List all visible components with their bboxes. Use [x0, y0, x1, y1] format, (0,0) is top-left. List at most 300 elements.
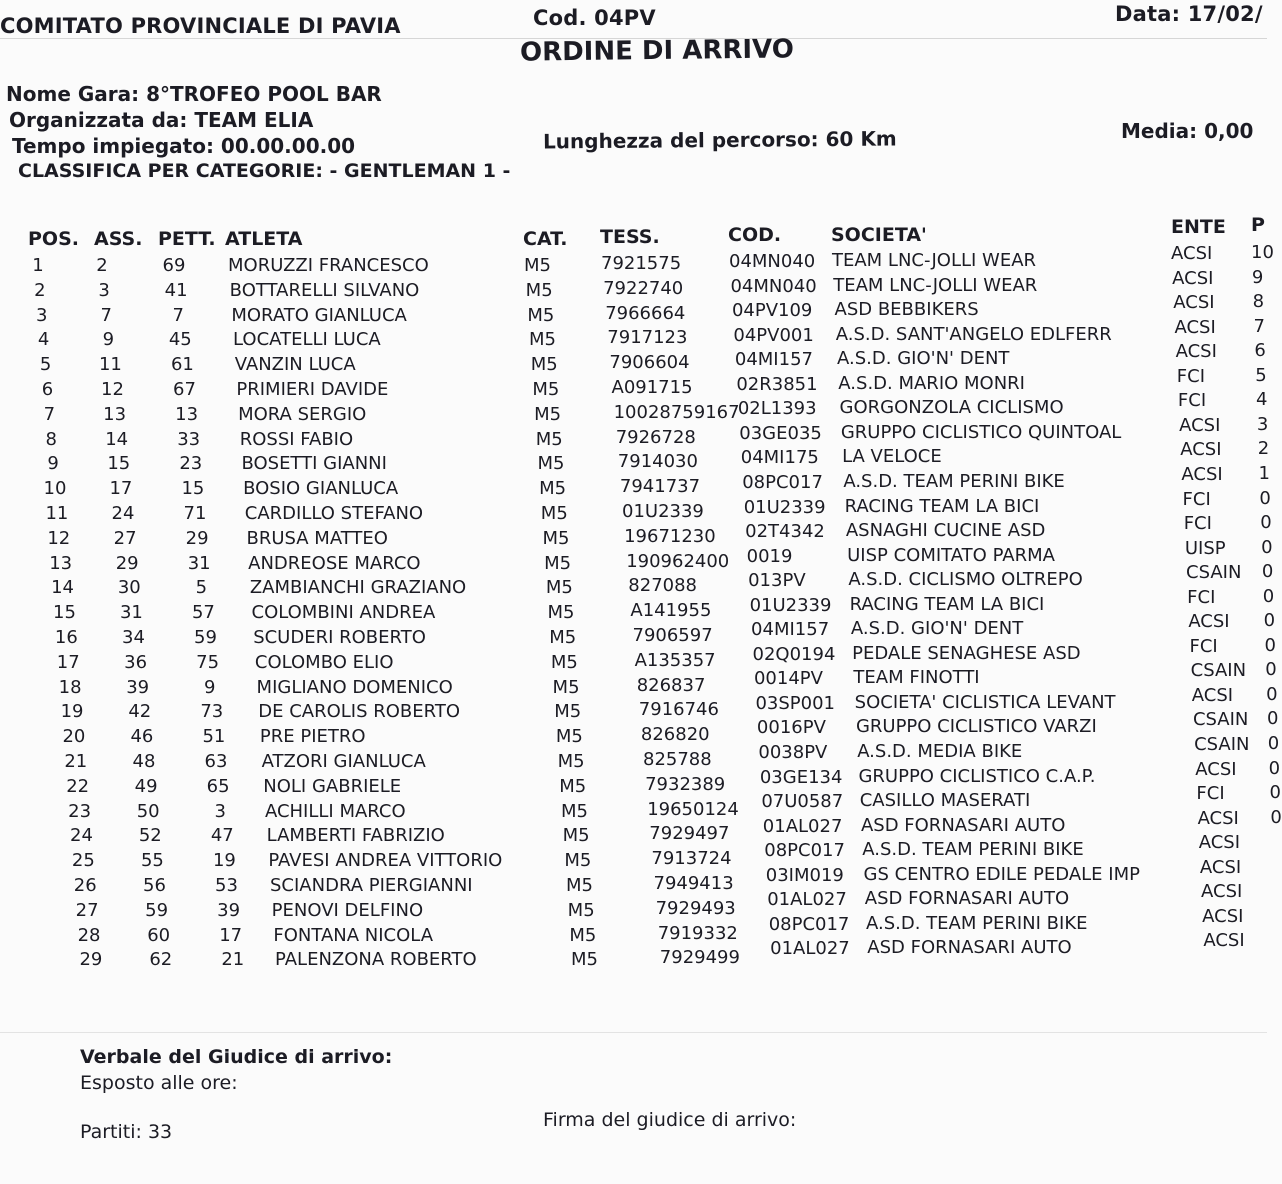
time-taken: Tempo impiegato: 00.00.00.00: [12, 134, 356, 158]
cat-cell: M5: [571, 949, 599, 971]
tess-cell: 826837: [636, 674, 706, 696]
society-cell: PEDALE SENAGHESE ASD: [852, 642, 1081, 664]
pos-cell: 18: [58, 676, 82, 698]
cat-cell: M5: [534, 403, 562, 425]
tess-cell: 7906597: [632, 625, 713, 646]
ente-cell: ACSI: [1202, 905, 1244, 927]
footer-divider: [0, 1032, 1267, 1033]
points-cell: 8: [1252, 291, 1265, 313]
society-cell: GORGONZOLA CICLISMO: [839, 397, 1064, 419]
cat-cell: M5: [537, 453, 565, 475]
course-length: Lunghezza del percorso: 60 Km: [542, 126, 897, 154]
tess-cell: 190962400: [626, 550, 730, 572]
pos-cell: 4: [37, 329, 50, 351]
athlete-cell: PRE PIETRO: [259, 726, 366, 748]
points-cell: 0: [1261, 561, 1274, 583]
cod-cell: 02R3851: [736, 373, 818, 395]
ass-cell: 46: [130, 726, 154, 748]
points-cell: 0: [1263, 610, 1276, 632]
ass-cell: 27: [113, 527, 137, 549]
ass-cell: 39: [126, 676, 150, 698]
partiti-count: Partiti: 33: [80, 1121, 173, 1143]
ente-cell: ACSI: [1198, 832, 1241, 854]
ente-cell: ACSI: [1203, 930, 1245, 952]
society-cell: A.S.D. TEAM PERINI BIKE: [866, 912, 1088, 934]
ass-cell: 24: [111, 503, 135, 524]
cod-cell: 02Q0194: [752, 643, 836, 665]
ass-cell: 31: [119, 602, 143, 624]
points-cell: 0: [1260, 512, 1272, 534]
ente-cell: ACSI: [1174, 316, 1216, 338]
athlete-cell: MORATO GIANLUCA: [231, 304, 407, 326]
committee-name: COMITATO PROVINCIALE DI PAVIA: [0, 14, 401, 38]
tess-cell: 01U2339: [622, 501, 704, 522]
pett-cell: 29: [185, 527, 209, 549]
cat-cell: M5: [552, 676, 580, 698]
pett-cell: 9: [203, 676, 216, 698]
pett-cell: 63: [204, 751, 228, 772]
cod-cell: 01AL027: [767, 889, 847, 911]
athlete-cell: BOSIO GIANLUCA: [243, 478, 399, 500]
athlete-cell: LAMBERTI FABRIZIO: [266, 825, 445, 847]
tess-cell: 7932389: [645, 773, 726, 795]
ass-cell: 15: [107, 453, 131, 475]
cat-cell: M5: [550, 651, 578, 673]
points-cell: 2: [1257, 438, 1270, 460]
pos-cell: 16: [54, 627, 78, 648]
points-cell: 10: [1251, 242, 1274, 263]
society-cell: GRUPPO CICLISTICO QUINTOAL: [840, 421, 1122, 443]
society-cell: SOCIETA' CICLISTICA LEVANT: [854, 691, 1116, 713]
cod-cell: 07U0587: [761, 791, 844, 813]
column-header: TESS.: [600, 226, 660, 248]
cat-cell: M5: [527, 304, 555, 326]
athlete-cell: ACHILLI MARCO: [264, 800, 406, 822]
society-cell: TEAM LNC-JOLLI WEAR: [833, 274, 1038, 296]
ente-cell: CSAIN: [1192, 709, 1249, 731]
ass-cell: 12: [101, 379, 124, 400]
pos-cell: 27: [75, 899, 99, 921]
tess-cell: 7916746: [638, 699, 719, 721]
society-cell: A.S.D. TEAM PERINI BIKE: [843, 470, 1065, 492]
points-cell: 9: [1251, 266, 1264, 288]
cod-cell: 04MI157: [751, 619, 830, 641]
tess-cell: 7913724: [651, 848, 732, 870]
athlete-cell: COLOMBO ELIO: [254, 651, 394, 673]
athlete-cell: ATZORI GIANLUCA: [261, 751, 426, 772]
society-cell: A.S.D. CICLISMO OLTREPO: [848, 569, 1083, 591]
pos-cell: 28: [77, 924, 101, 946]
society-cell: ASNAGHI CUCINE ASD: [845, 520, 1046, 542]
verbale-label: Verbale del Giudice di arrivo:: [80, 1046, 393, 1068]
cod-cell: 08PC017: [764, 840, 845, 862]
organizer: Organizzata da: TEAM ELIA: [9, 108, 314, 132]
ass-cell: 29: [115, 552, 139, 574]
cod-cell: 01AL027: [762, 815, 843, 837]
document-date: Data: 17/02/: [1115, 2, 1263, 26]
ass-cell: 7: [100, 304, 112, 326]
cod-cell: 04MI175: [740, 447, 819, 469]
ente-cell: CSAIN: [1190, 660, 1247, 682]
pett-cell: 69: [162, 255, 186, 276]
column-header: ASS.: [94, 228, 143, 250]
pett-cell: 5: [195, 577, 208, 599]
points-cell: 5: [1255, 364, 1267, 386]
society-cell: A.S.D. SANT'ANGELO EDLFERR: [835, 323, 1112, 345]
ass-cell: 11: [98, 354, 122, 376]
pos-cell: 26: [73, 875, 97, 896]
average-speed: Media: 0,00: [1121, 119, 1254, 143]
pett-cell: 65: [206, 775, 230, 797]
ass-cell: 59: [145, 899, 169, 921]
ass-cell: 36: [124, 651, 148, 673]
athlete-cell: DE CAROLIS ROBERTO: [258, 701, 460, 723]
cod-cell: 01U2339: [749, 594, 832, 616]
ente-cell: ACSI: [1173, 292, 1215, 314]
ass-cell: 50: [136, 800, 160, 822]
cod-cell: 04MN040: [730, 275, 817, 297]
cod-cell: 02T4342: [745, 521, 825, 543]
points-cell: 0: [1270, 806, 1282, 828]
document-code: Cod. 04PV: [533, 6, 656, 30]
ass-cell: 30: [117, 577, 141, 599]
ente-cell: ACSI: [1180, 439, 1222, 461]
cat-cell: M5: [542, 527, 570, 549]
society-cell: ASD BEBBIKERS: [834, 299, 979, 321]
society-cell: GS CENTRO EDILE PEDALE IMP: [863, 863, 1140, 885]
tess-cell: A141955: [630, 600, 712, 622]
ass-cell: 14: [105, 428, 129, 450]
cod-cell: 0019: [746, 545, 793, 567]
pos-cell: 1: [32, 255, 44, 276]
tess-cell: 19671230: [624, 525, 716, 547]
pos-cell: 29: [79, 949, 103, 971]
cat-cell: M5: [535, 428, 563, 450]
cat-cell: M5: [559, 775, 587, 797]
points-cell: 4: [1256, 389, 1268, 411]
pett-cell: 75: [196, 651, 220, 673]
ente-cell: FCI: [1182, 488, 1211, 510]
pett-cell: 45: [168, 329, 192, 351]
tess-cell: A091715: [611, 377, 693, 398]
cat-cell: M5: [562, 825, 590, 847]
pett-cell: 33: [177, 428, 201, 450]
pos-cell: 23: [68, 800, 92, 822]
society-cell: UISP COMITATO PARMA: [847, 544, 1055, 566]
points-cell: 7: [1253, 315, 1265, 337]
cod-cell: 03GE035: [739, 422, 822, 444]
tess-cell: 10028759167: [613, 401, 740, 423]
cat-cell: M5: [549, 627, 577, 648]
pos-cell: 19: [60, 701, 84, 723]
points-cell: 0: [1262, 585, 1275, 607]
cod-cell: 08PC017: [768, 913, 850, 935]
ente-cell: ACSI: [1188, 611, 1230, 633]
tess-cell: 7921575: [601, 253, 682, 274]
cat-cell: M5: [532, 379, 560, 400]
cat-cell: M5: [524, 255, 551, 276]
pos-cell: 3: [36, 304, 48, 326]
tess-cell: 7919332: [657, 922, 738, 944]
tess-cell: 7906604: [609, 352, 690, 374]
athlete-cell: MORA SERGIO: [238, 403, 367, 425]
athlete-cell: BOTTARELLI SILVANO: [229, 279, 420, 301]
race-name: Nome Gara: 8°TROFEO POOL BAR: [6, 82, 382, 106]
cat-cell: M5: [567, 899, 595, 921]
society-cell: ASD FORNASARI AUTO: [860, 814, 1066, 836]
cod-cell: 01U2339: [743, 496, 826, 518]
cat-cell: M5: [557, 751, 585, 772]
cod-cell: 0014PV: [753, 668, 823, 690]
table-row: [0, 266, 1267, 302]
pos-cell: 8: [45, 428, 57, 450]
page-title: ORDINE DI ARRIVO: [519, 34, 795, 68]
pos-cell: 22: [66, 775, 90, 797]
tess-cell: 7966664: [605, 302, 686, 324]
athlete-cell: PAVESI ANDREA VITTORIO: [268, 850, 503, 872]
pos-cell: 17: [56, 651, 80, 673]
athlete-cell: CARDILLO STEFANO: [244, 503, 424, 524]
classification-category: CLASSIFICA PER CATEGORIE: - GENTLEMAN 1 -: [18, 160, 511, 182]
athlete-cell: LOCATELLI LUCA: [233, 329, 381, 351]
tess-cell: 7941737: [619, 476, 701, 498]
ass-cell: 55: [140, 850, 164, 872]
pos-cell: 11: [45, 503, 69, 524]
cod-cell: 04PV001: [733, 324, 814, 346]
ente-cell: FCI: [1183, 513, 1212, 535]
cat-cell: M5: [525, 279, 553, 301]
pett-cell: 17: [219, 924, 243, 946]
athlete-cell: SCUDERI ROBERTO: [253, 627, 426, 648]
ente-cell: ACSI: [1181, 463, 1223, 485]
athlete-cell: MIGLIANO DOMENICO: [256, 676, 453, 698]
ass-cell: 49: [134, 775, 158, 797]
athlete-cell: SCIANDRA PIERGIANNI: [270, 875, 473, 896]
tess-cell: 19650124: [647, 798, 739, 820]
society-cell: ASD FORNASARI AUTO: [867, 937, 1072, 959]
cod-cell: 03IM019: [765, 864, 844, 886]
column-header: P: [1251, 214, 1265, 236]
cat-cell: M5: [540, 503, 568, 524]
athlete-cell: PRIMIERI DAVIDE: [236, 379, 389, 400]
society-cell: GRUPPO CICLISTICO C.A.P.: [858, 765, 1096, 787]
athlete-cell: ROSSI FABIO: [239, 428, 354, 450]
society-cell: RACING TEAM LA BICI: [849, 593, 1045, 615]
athlete-cell: NOLI GABRIELE: [263, 775, 402, 797]
ente-cell: FCI: [1177, 390, 1207, 412]
pos-cell: 14: [51, 577, 75, 599]
pett-cell: 57: [191, 602, 215, 624]
pos-cell: 9: [47, 453, 59, 475]
tess-cell: 7929493: [655, 897, 736, 919]
society-cell: RACING TEAM LA BICI: [844, 495, 1040, 517]
pos-cell: 24: [70, 825, 93, 847]
athlete-cell: ANDREOSE MARCO: [248, 552, 421, 574]
tess-cell: 7922740: [603, 277, 684, 299]
points-cell: 6: [1254, 340, 1266, 362]
ass-cell: 52: [138, 825, 162, 847]
ente-cell: ACSI: [1195, 758, 1237, 780]
cat-cell: M5: [530, 354, 558, 376]
cat-cell: M5: [569, 924, 597, 946]
cod-cell: 02L1393: [737, 398, 817, 420]
pett-cell: 21: [221, 949, 245, 971]
pett-cell: 13: [175, 403, 199, 425]
athlete-cell: FONTANA NICOLA: [273, 924, 434, 946]
athlete-cell: BOSETTI GIANNI: [241, 453, 387, 475]
esposto-label: Esposto alle ore:: [80, 1072, 238, 1094]
cod-cell: 0038PV: [758, 742, 828, 763]
cat-cell: M5: [564, 850, 592, 872]
pos-cell: 5: [39, 354, 52, 376]
tess-cell: 7917123: [607, 327, 688, 349]
cat-cell: M5: [539, 478, 567, 500]
cod-cell: 01AL027: [770, 938, 850, 960]
cat-cell: M5: [555, 726, 583, 748]
column-header: PETT.: [158, 228, 216, 250]
pos-cell: 25: [71, 850, 95, 872]
pett-cell: 23: [179, 453, 203, 475]
athlete-cell: PALENZONA ROBERTO: [275, 949, 477, 971]
cod-cell: 04MI157: [734, 349, 813, 371]
column-header: CAT.: [523, 228, 568, 250]
column-header: ENTE: [1171, 216, 1226, 238]
tess-cell: 7949413: [653, 873, 734, 894]
column-header: POS.: [28, 228, 79, 250]
pos-cell: 10: [43, 478, 67, 500]
cod-cell: 013PV: [748, 570, 806, 592]
ente-cell: ACSI: [1172, 267, 1214, 289]
ente-cell: FCI: [1189, 635, 1218, 657]
pos-cell: 6: [41, 379, 54, 400]
athlete-cell: COLOMBINI ANDREA: [251, 602, 436, 624]
cod-cell: 08PC017: [742, 471, 823, 493]
points-cell: 0: [1269, 782, 1281, 804]
table-row: [0, 242, 1274, 277]
pett-cell: 15: [181, 478, 205, 500]
cod-cell: 04MN040: [729, 251, 816, 272]
ente-cell: ACSI: [1179, 414, 1221, 436]
society-cell: CASILLO MASERATI: [859, 790, 1031, 812]
ass-cell: 3: [98, 279, 110, 301]
ass-cell: 9: [102, 329, 115, 351]
pos-cell: 12: [47, 527, 71, 549]
ente-cell: CSAIN: [1186, 562, 1242, 584]
society-cell: TEAM LNC-JOLLI WEAR: [832, 250, 1037, 271]
tess-cell: 7914030: [617, 451, 698, 473]
pos-cell: 21: [64, 751, 88, 772]
cod-cell: 04PV109: [731, 300, 813, 322]
tess-cell: A135357: [634, 649, 716, 671]
ass-cell: 13: [103, 403, 127, 425]
ente-cell: ACSI: [1191, 684, 1234, 706]
athlete-cell: MORUZZI FRANCESCO: [228, 255, 429, 276]
ente-cell: FCI: [1196, 783, 1225, 805]
society-cell: A.S.D. TEAM PERINI BIKE: [862, 839, 1084, 861]
pett-cell: 61: [170, 354, 194, 376]
pett-cell: 19: [212, 850, 236, 872]
points-cell: 0: [1264, 634, 1276, 656]
cat-cell: M5: [529, 329, 557, 351]
points-cell: 0: [1259, 487, 1271, 509]
ente-cell: ACSI: [1171, 243, 1213, 264]
pett-cell: 41: [164, 279, 188, 301]
points-cell: 0: [1268, 757, 1281, 779]
ente-cell: UISP: [1184, 537, 1226, 559]
cod-cell: 0016PV: [756, 717, 826, 739]
society-cell: LA VELOCE: [842, 446, 942, 468]
pos-cell: 13: [49, 552, 73, 574]
pett-cell: 59: [194, 627, 217, 648]
athlete-cell: BRUSA MATTEO: [246, 527, 388, 549]
ente-cell: ACSI: [1199, 856, 1242, 878]
pett-cell: 47: [210, 825, 234, 847]
society-cell: A.S.D. MEDIA BIKE: [857, 741, 1023, 762]
points-cell: 0: [1266, 708, 1279, 730]
column-header: COD.: [728, 224, 782, 246]
pett-cell: 39: [217, 899, 241, 921]
points-cell: 0: [1266, 683, 1278, 705]
tess-cell: 7929499: [659, 947, 740, 969]
signature-label: Firma del giudice di arrivo:: [543, 1109, 797, 1131]
pos-cell: 2: [34, 279, 46, 301]
pos-cell: 20: [62, 726, 86, 748]
ass-cell: 17: [109, 478, 133, 500]
column-header: ATLETA: [225, 228, 303, 250]
society-cell: TEAM FINOTTI: [853, 667, 980, 689]
points-cell: 1: [1258, 462, 1270, 484]
pett-cell: 73: [200, 701, 224, 723]
society-cell: A.S.D. MARIO MONRI: [838, 372, 1025, 394]
pett-cell: 51: [202, 726, 226, 748]
athlete-cell: VANZIN LUCA: [234, 354, 356, 376]
ente-cell: ACSI: [1197, 807, 1239, 829]
ente-cell: FCI: [1187, 586, 1216, 608]
pett-cell: 67: [173, 379, 196, 400]
tess-cell: 825788: [643, 749, 712, 770]
ass-cell: 2: [96, 255, 108, 276]
points-cell: 0: [1267, 733, 1280, 754]
society-cell: GRUPPO CICLISTICO VARZI: [855, 716, 1097, 738]
ass-cell: 62: [149, 949, 173, 971]
points-cell: 3: [1256, 413, 1269, 435]
society-cell: ASD FORNASARI AUTO: [864, 888, 1070, 910]
pett-cell: 31: [187, 552, 211, 574]
pett-cell: 71: [183, 503, 207, 524]
points-cell: 0: [1261, 536, 1273, 558]
ente-cell: ACSI: [1175, 341, 1217, 363]
tess-cell: 7926728: [615, 426, 696, 448]
tess-cell: 7929497: [649, 823, 730, 845]
cat-cell: M5: [545, 577, 573, 599]
pett-cell: 53: [215, 875, 238, 896]
ente-cell: ACSI: [1201, 881, 1243, 903]
tess-cell: 826820: [640, 724, 710, 746]
ente-cell: CSAIN: [1194, 734, 1250, 755]
pett-cell: 3: [214, 800, 226, 822]
pett-cell: 7: [172, 304, 184, 326]
column-header: SOCIETA': [831, 224, 927, 246]
athlete-cell: ZAMBIANCHI GRAZIANO: [249, 577, 467, 599]
ass-cell: 48: [132, 751, 156, 772]
cod-cell: 03SP001: [755, 692, 835, 714]
society-cell: A.S.D. GIO'N' DENT: [837, 348, 1010, 370]
cod-cell: 03GE134: [759, 766, 843, 788]
pos-cell: 15: [53, 602, 76, 624]
cat-cell: M5: [544, 552, 572, 574]
ass-cell: 34: [122, 627, 145, 648]
points-cell: 0: [1265, 659, 1277, 681]
